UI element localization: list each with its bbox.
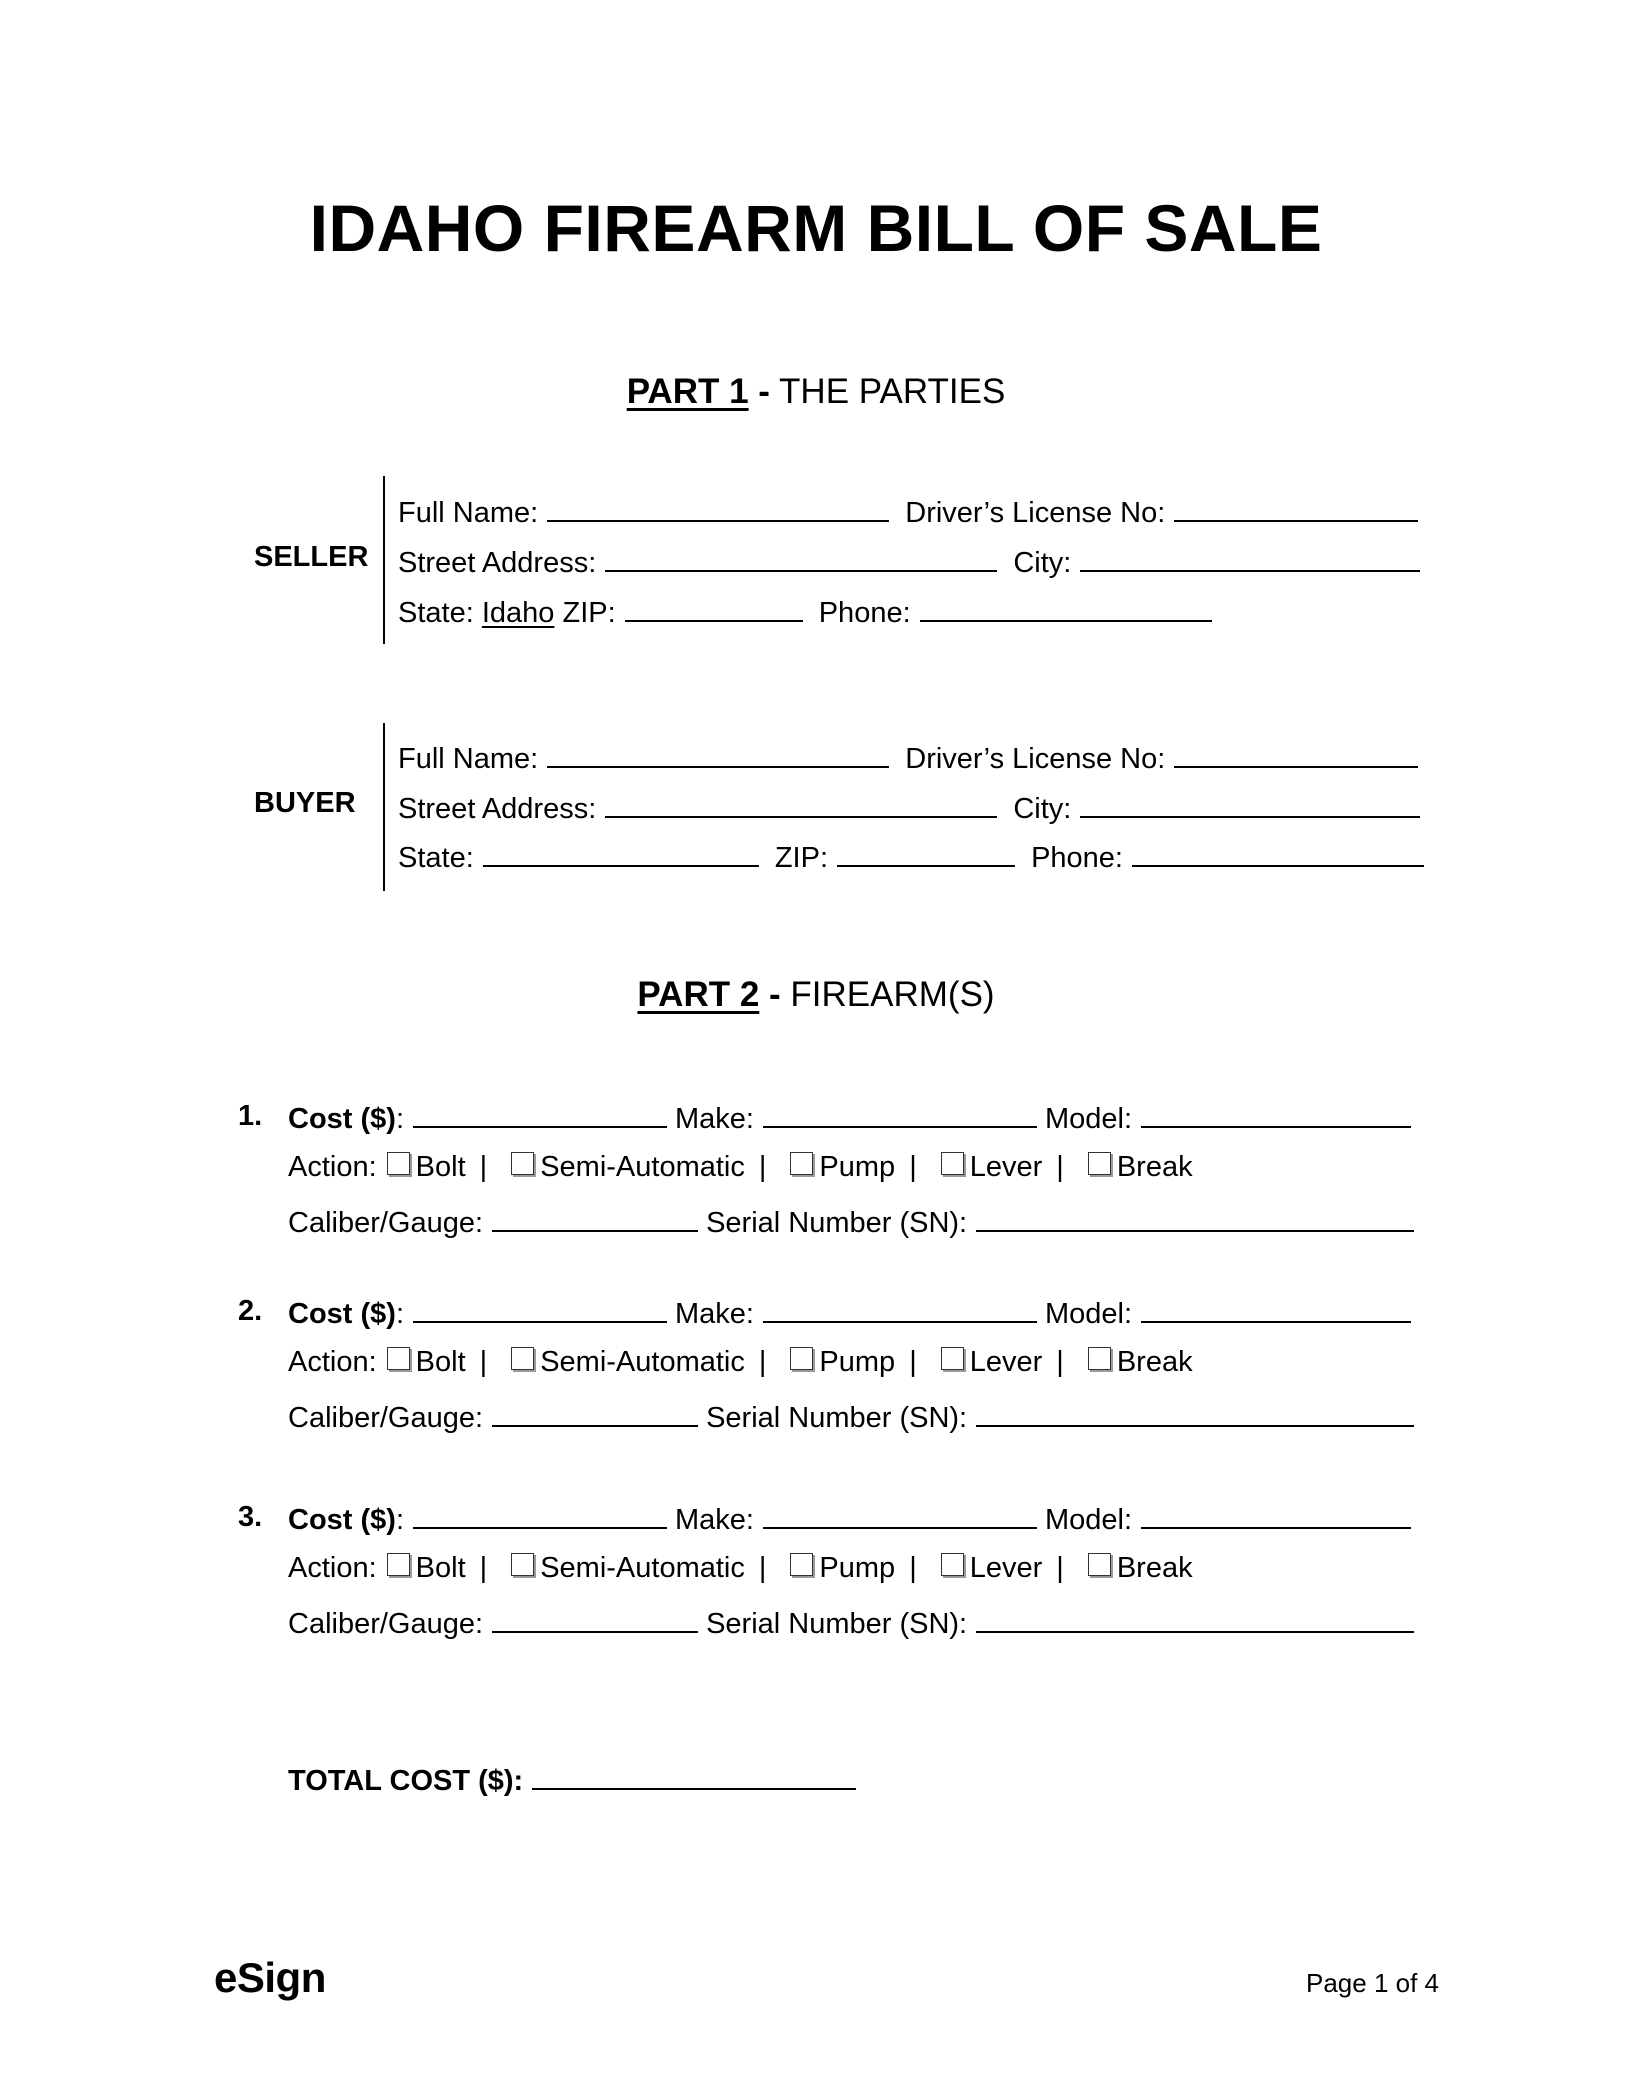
bolt-checkbox[interactable] — [387, 1347, 410, 1370]
option-divider: | — [479, 1552, 488, 1584]
lever-option-label: Lever — [969, 1346, 1043, 1378]
seller-street-field[interactable] — [605, 544, 997, 572]
seller-license-label: Driver’s License No: — [905, 497, 1166, 529]
pump-checkbox[interactable] — [790, 1347, 813, 1370]
semi-automatic-checkbox[interactable] — [511, 1553, 534, 1576]
action-label: Action: — [288, 1346, 377, 1378]
seller-state-value: Idaho — [481, 597, 555, 629]
seller-street-label: Street Address: — [398, 547, 597, 579]
esign-logo: eSign — [214, 1954, 326, 2001]
option-divider: | — [479, 1151, 488, 1183]
part-1-number: PART 1 — [626, 372, 749, 411]
firearm-1-row-cost — [288, 1100, 1413, 1136]
total-cost-field[interactable] — [532, 1762, 856, 1790]
pump-checkbox[interactable] — [790, 1152, 813, 1175]
buyer-row-2 — [398, 790, 1422, 826]
break-option-label: Break — [1116, 1552, 1193, 1584]
caliber-label: Caliber/Gauge: — [288, 1207, 484, 1239]
firearm-2-row-action — [288, 1345, 1193, 1379]
semi-automatic-option-label: Semi-Automatic — [540, 1151, 745, 1183]
option-divider: | — [1056, 1552, 1064, 1584]
semi-automatic-option-label: Semi-Automatic — [540, 1552, 745, 1584]
part-1-heading — [0, 372, 1632, 412]
make-label: Make: — [675, 1298, 754, 1330]
lever-option-label: Lever — [969, 1151, 1043, 1183]
model-label: Model: — [1045, 1504, 1133, 1536]
caliber-field[interactable] — [492, 1399, 698, 1427]
firearm-2-row-caliber — [288, 1399, 1416, 1435]
cost-label: Cost ($) — [288, 1504, 396, 1536]
bolt-option-label: Bolt — [415, 1151, 466, 1183]
action-label: Action: — [288, 1552, 377, 1584]
firearm-1-number: 1. — [238, 1100, 263, 1132]
document-title: IDAHO FIREARM BILL OF SALE — [309, 191, 1323, 265]
pump-option-label: Pump — [819, 1151, 896, 1183]
cost-field[interactable] — [413, 1100, 667, 1128]
buyer-city-label: City: — [1013, 793, 1072, 825]
buyer-zip-label: ZIP: — [774, 842, 829, 874]
firearm-2-row-cost — [288, 1295, 1413, 1331]
firearm-3-row-action — [288, 1551, 1193, 1585]
seller-phone-label: Phone: — [818, 597, 911, 629]
break-option-label: Break — [1116, 1346, 1193, 1378]
break-checkbox[interactable] — [1088, 1152, 1111, 1175]
serial-field[interactable] — [976, 1204, 1414, 1232]
caliber-label: Caliber/Gauge: — [288, 1402, 484, 1434]
semi-automatic-checkbox[interactable] — [511, 1152, 534, 1175]
make-field[interactable] — [763, 1295, 1037, 1323]
buyer-phone-label: Phone: — [1031, 842, 1123, 874]
option-divider: | — [909, 1151, 917, 1183]
break-option-label: Break — [1116, 1151, 1193, 1183]
cost-colon: : — [395, 1103, 405, 1135]
serial-field[interactable] — [976, 1605, 1414, 1633]
action-label: Action: — [288, 1151, 377, 1183]
lever-option-label: Lever — [969, 1552, 1043, 1584]
model-label: Model: — [1045, 1298, 1133, 1330]
serial-label: Serial Number (SN): — [706, 1402, 968, 1434]
buyer-street-label: Street Address: — [398, 793, 597, 825]
cost-label: Cost ($) — [288, 1298, 396, 1330]
buyer-full-name-label: Full Name: — [398, 743, 539, 775]
part-2-heading — [0, 975, 1632, 1015]
bolt-checkbox[interactable] — [387, 1553, 410, 1576]
buyer-label: BUYER — [254, 787, 356, 819]
seller-city-field[interactable] — [1080, 544, 1420, 572]
option-divider: | — [758, 1151, 767, 1183]
buyer-state-label: State: — [398, 842, 474, 874]
lever-checkbox[interactable] — [941, 1347, 964, 1370]
buyer-phone-field[interactable] — [1132, 839, 1424, 867]
make-label: Make: — [675, 1504, 754, 1536]
firearm-1-row-caliber — [288, 1204, 1416, 1240]
lever-checkbox[interactable] — [941, 1553, 964, 1576]
serial-label: Serial Number (SN): — [706, 1207, 968, 1239]
option-divider: | — [758, 1346, 767, 1378]
caliber-field[interactable] — [492, 1605, 698, 1633]
caliber-field[interactable] — [492, 1204, 698, 1232]
bolt-option-label: Bolt — [415, 1552, 466, 1584]
buyer-state-field[interactable] — [483, 839, 759, 867]
seller-full-name-label: Full Name: — [398, 497, 539, 529]
seller-row-2 — [398, 544, 1422, 580]
part-2-name: FIREARM(S) — [790, 975, 995, 1014]
buyer-license-label: Driver’s License No: — [905, 743, 1166, 775]
make-label: Make: — [675, 1103, 754, 1135]
page-number: Page 1 of 4 — [1306, 1968, 1439, 1998]
cost-field[interactable] — [413, 1295, 667, 1323]
break-checkbox[interactable] — [1088, 1347, 1111, 1370]
option-divider: | — [758, 1552, 767, 1584]
firearm-3-row-cost — [288, 1501, 1413, 1537]
model-field[interactable] — [1141, 1100, 1411, 1128]
seller-city-label: City: — [1013, 547, 1072, 579]
model-field[interactable] — [1141, 1295, 1411, 1323]
option-divider: | — [909, 1346, 917, 1378]
firearm-2-number: 2. — [238, 1295, 263, 1327]
serial-field[interactable] — [976, 1399, 1414, 1427]
seller-label: SELLER — [254, 541, 369, 573]
caliber-label: Caliber/Gauge: — [288, 1608, 484, 1640]
firearm-3-number: 3. — [238, 1501, 263, 1533]
seller-zip-field[interactable] — [625, 594, 803, 622]
serial-label: Serial Number (SN): — [706, 1608, 968, 1640]
buyer-license-field[interactable] — [1174, 740, 1418, 768]
bolt-option-label: Bolt — [415, 1346, 466, 1378]
part-2-separator: - — [769, 975, 781, 1014]
seller-state-label: State: — [398, 597, 474, 629]
pump-option-label: Pump — [819, 1552, 896, 1584]
seller-row-3 — [398, 594, 1214, 630]
semi-automatic-checkbox[interactable] — [511, 1347, 534, 1370]
buyer-city-field[interactable] — [1080, 790, 1420, 818]
option-divider: | — [479, 1346, 488, 1378]
pump-option-label: Pump — [819, 1346, 896, 1378]
buyer-divider — [383, 723, 385, 891]
buyer-row-3 — [398, 839, 1426, 875]
total-cost-label: TOTAL COST ($): — [288, 1765, 524, 1797]
break-checkbox[interactable] — [1088, 1553, 1111, 1576]
cost-colon: : — [395, 1504, 405, 1536]
cost-label: Cost ($) — [288, 1103, 396, 1135]
buyer-zip-field[interactable] — [837, 839, 1015, 867]
semi-automatic-option-label: Semi-Automatic — [540, 1346, 745, 1378]
seller-phone-field[interactable] — [920, 594, 1212, 622]
seller-license-field[interactable] — [1174, 494, 1418, 522]
model-label: Model: — [1045, 1103, 1133, 1135]
seller-zip-label: ZIP: — [562, 597, 616, 629]
model-field[interactable] — [1141, 1501, 1411, 1529]
bolt-checkbox[interactable] — [387, 1152, 410, 1175]
pump-checkbox[interactable] — [790, 1553, 813, 1576]
option-divider: | — [1056, 1346, 1064, 1378]
buyer-full-name-field[interactable] — [547, 740, 889, 768]
buyer-row-1 — [398, 740, 1420, 776]
part-2-number: PART 2 — [637, 975, 760, 1014]
firearm-3-row-caliber — [288, 1605, 1416, 1641]
part-1-name: THE PARTIES — [779, 372, 1006, 411]
cost-colon: : — [395, 1298, 405, 1330]
seller-divider — [383, 476, 385, 644]
seller-full-name-field[interactable] — [547, 494, 889, 522]
make-field[interactable] — [763, 1501, 1037, 1529]
lever-checkbox[interactable] — [941, 1152, 964, 1175]
seller-row-1 — [398, 494, 1420, 530]
option-divider: | — [909, 1552, 917, 1584]
option-divider: | — [1056, 1151, 1064, 1183]
cost-field[interactable] — [413, 1501, 667, 1529]
firearm-1-row-action — [288, 1150, 1193, 1184]
total-cost-row — [288, 1762, 858, 1798]
buyer-street-field[interactable] — [605, 790, 997, 818]
make-field[interactable] — [763, 1100, 1037, 1128]
part-1-separator: - — [758, 372, 770, 411]
